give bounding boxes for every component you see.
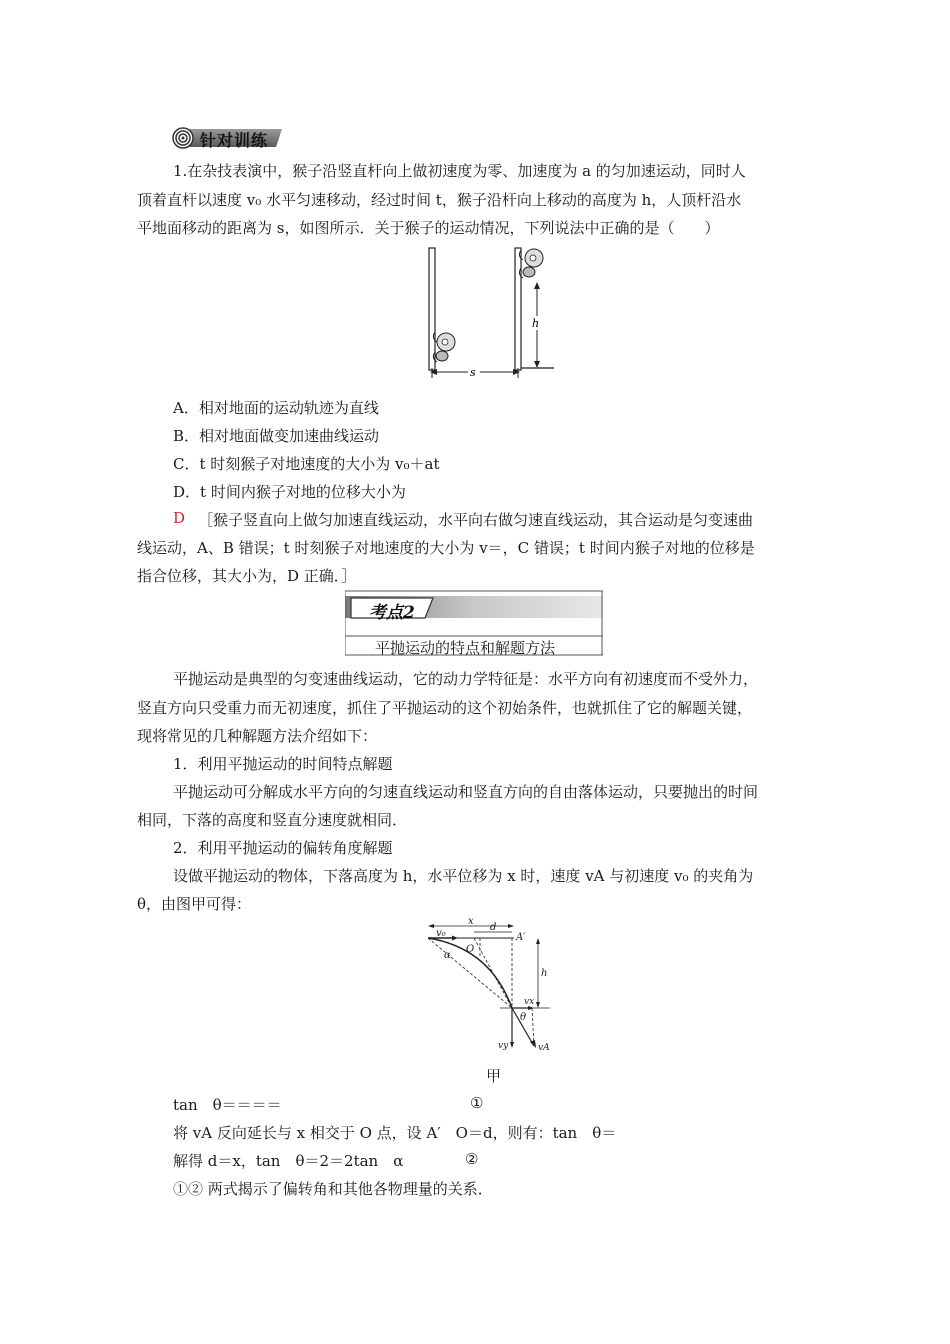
monkey-pole-figure [420,244,560,380]
h-label: h [532,317,540,330]
formula-3-mark: ② [465,1150,479,1168]
figure2-caption: 甲 [486,1067,502,1085]
kaodian-box [345,590,603,656]
formula-4: ①② 两式揭示了偏转角和其他各物理量的关系． [173,1180,493,1198]
method1-line-2: 相同，下落的高度和竖直分速度就相同． [137,811,408,829]
formula-1: tan θ＝＝＝＝ [173,1096,282,1114]
option-a: A．相对地面的运动轨迹为直线 [173,399,379,417]
answer-line-1: ［猴子竖直向上做匀加速直线运动，水平向右做匀速直线运动，其合运动是匀变速曲 [198,511,754,529]
fig2-o-label: O [466,944,475,955]
fig2-aprime-label: A′ [516,932,526,943]
fig2-d-label: d [490,922,497,933]
fig2-vy-label: vy [498,1041,509,1051]
fig2-alpha-label: α [444,950,451,961]
kaodian-title: 平抛运动的特点和解题方法 [375,639,556,657]
q1-line-3: 平地面移动的距离为 s，如图所示．关于猴子的运动情况，下列说法中正确的是（ ） [137,219,720,237]
para1-line-3: 现将常见的几种解题方法介绍如下： [137,727,378,745]
q1-line-2: 顶着直杆以速度 v₀ 水平匀速移动，经过时间 t，猴子沿杆向上移动的高度为 h，人顶杆沿水 [137,191,742,209]
s-label: s [470,366,476,379]
fig2-vx-label: vx [524,997,535,1007]
fig2-h-label: h [541,968,548,979]
method1-line-1: 平抛运动可分解成水平方向的匀速直线运动和竖直方向的自由落体运动，只要抛出的时间 [173,783,759,801]
option-d: D．t 时间内猴子对地的位移大小为 [173,483,406,501]
monkey-icon-bottom [433,332,455,362]
fig2-v0-label: v₀ [436,928,446,939]
method2-line-2: θ，由图甲可得： [137,895,252,913]
projectile-figure [420,918,570,1060]
formula-2: 将 vA 反向延长与 x 相交于 O 点，设 A′ O＝d，则有：tan θ＝ [173,1124,617,1142]
monkey-icon-top [519,249,543,278]
method2-line-1: 设做平抛运动的物体，下落高度为 h，水平位移为 x 时，速度 vA 与初速度 v₀ 的夹角为 [173,867,754,885]
option-b: B．相对地面做变加速曲线运动 [173,427,380,445]
formula-1-mark: ① [470,1094,484,1112]
kaodian-badge: 考点2 [369,603,415,623]
answer-line-3: 指合位移，其大小为，D 正确．］ [137,567,357,585]
answer-letter: D [173,509,186,527]
fig2-va-label: vA [538,1043,550,1053]
method2-title: 2．利用平抛运动的偏转角度解题 [173,839,393,857]
para1-line-2: 竖直方向只受重力而无初速度，抓住了平抛运动的这个初始条件，也就抓住了它的解题关键， [137,699,753,717]
q1-line-1: 1.在杂技表演中，猴子沿竖直杆向上做初速度为零、加速度为 a 的匀加速运动，同时人 [173,162,746,180]
fig2-x-label: x [468,918,474,927]
section-title: 针对训练 [200,131,269,150]
method1-title: 1．利用平抛运动的时间特点解题 [173,755,393,773]
answer-line-2: 线运动，A、B 错误；t 时刻猴子对地速度的大小为 v＝，C 错误；t 时间内猴子对地的位移是 [137,539,755,557]
para1-line-1: 平抛运动是典型的匀变速曲线运动，它的动力学特征是：水平方向有初速度而不受外力， [173,670,759,688]
formula-3: 解得 d＝x，tan θ＝2＝2tan α [173,1152,404,1170]
option-c: C．t 时刻猴子对地速度的大小为 v₀＋at [173,455,440,473]
fig2-theta-label: θ [520,1012,527,1023]
